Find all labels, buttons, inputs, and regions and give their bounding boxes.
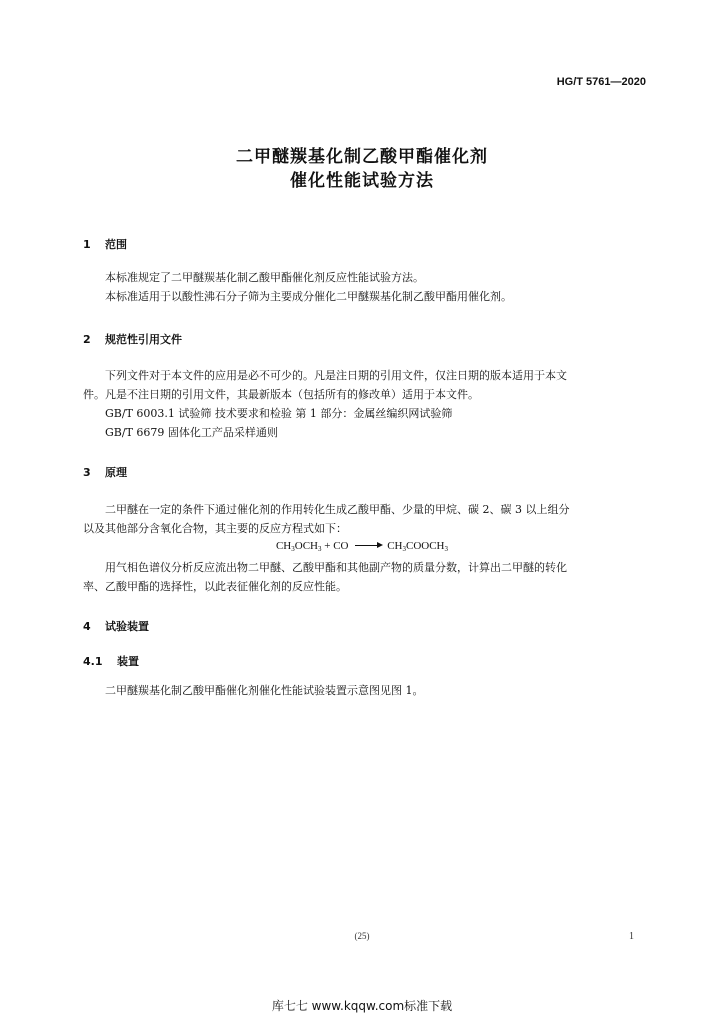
section-2-heading [83,331,182,347]
watermark-footer: 库七七 www.kqqw.com标准下载 [271,999,453,1013]
section-title: 范围 [105,238,127,251]
standard-number: HG/T 5761—2020 [556,76,646,88]
paragraph-line: 件。凡是不注日期的引用文件，其最新版本（包括所有的修改单）适用于本文件。 [83,388,479,401]
page-mark: (25) [354,931,370,941]
formula-subscript: 3 [317,545,322,553]
section-title: 试验装置 [105,620,149,633]
formula-text: CH [275,540,292,552]
paragraph-line: 二甲醚在一定的条件下通过催化剂的作用转化生成乙酸甲酯、少量的甲烷、碳 2、碳 3 以上组分 [105,503,570,516]
document-title-line-1: 二甲醚羰基化制乙酸甲酯催化剂 [236,147,488,167]
section-3-heading [83,464,127,480]
formula-text: + CO [321,540,352,552]
section-1-body [83,268,643,306]
formula-subscript: 3 [402,545,406,553]
reaction-equation [0,540,724,553]
section-number: 2 [83,333,91,346]
page-number: 1 [629,931,634,942]
paragraph-line: 用气相色谱仪分析反应流出物二甲醚、乙酸甲酯和其他副产物的质量分数，计算出二甲醚的转化 [105,561,567,574]
section-number: 4.1 [83,655,103,668]
section-3-body-before [83,500,643,538]
formula-subscript: 3 [444,545,449,553]
section-number: 1 [83,238,91,251]
section-4-1-heading [83,653,139,669]
section-1-heading [83,236,127,252]
section-2-body [83,366,643,442]
formula-text: OCH [294,540,318,552]
paragraph-line: 二甲醚羰基化制乙酸甲酯催化剂催化性能试验装置示意图见图 1。 [105,684,424,697]
section-3-body-after [83,558,643,596]
reaction-arrow-icon [355,542,383,550]
formula-text: COOCH [406,540,445,552]
formula-text: CH [387,540,403,552]
section-4-1-body [83,681,643,700]
section-title: 规范性引用文件 [105,333,182,346]
paragraph-line: 以及其他部分含氧化合物，其主要的反应方程式如下： [83,522,347,535]
document-title-line-2: 催化性能试验方法 [290,171,434,191]
reference-item: GB/T 6679 固体化工产品采样通则 [105,426,278,439]
section-4-heading [83,618,149,634]
reference-item: GB/T 6003.1 试验筛 技术要求和检验 第 1 部分：金属丝编织网试验筛 [105,407,453,420]
section-number: 3 [83,466,91,479]
section-title: 原理 [105,466,127,479]
paragraph-line: 本标准规定了二甲醚羰基化制乙酸甲酯催化剂反应性能试验方法。 [105,271,424,284]
formula-subscript: 3 [291,545,295,553]
section-number: 4 [83,620,91,633]
section-title: 装置 [117,655,139,668]
paragraph-line: 率、乙酸甲酯的选择性，以此表征催化剂的反应性能。 [83,580,347,593]
paragraph-line: 本标准适用于以酸性沸石分子筛为主要成分催化二甲醚羰基化制乙酸甲酯用催化剂。 [105,290,512,303]
paragraph-line: 下列文件对于本文件的应用是必不可少的。凡是注日期的引用文件，仅注日期的版本适用于本文 [105,369,567,382]
